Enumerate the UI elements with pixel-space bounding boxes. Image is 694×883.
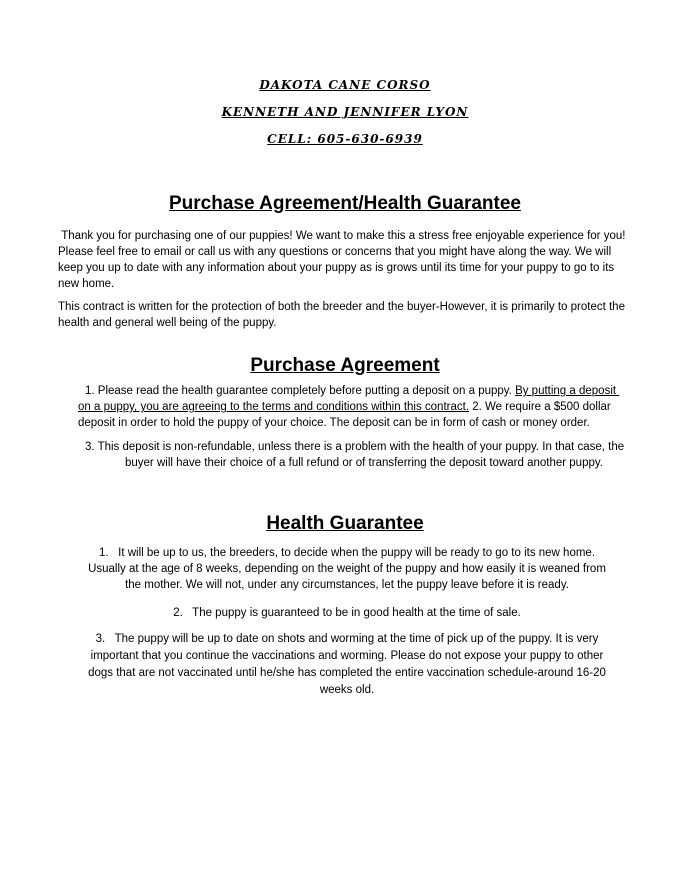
- intro-paragraph-2: This contract is written for the protection of both the breeder and the buyer-However, it is primarily to protect the health and general well being of the puppy.: [58, 301, 629, 329]
- pa-items-1-2-before: 1. Please read the health guarantee completely before putting a deposit on a puppy.: [85, 385, 516, 397]
- health-guarantee-item-2: 2. The puppy is guaranteed to be in good health at the time of sale.: [173, 607, 521, 619]
- health-guarantee-heading: [58, 512, 632, 535]
- purchase-agreement-heading-text: Purchase Agreement: [250, 355, 440, 376]
- document-title: [58, 192, 632, 215]
- letterhead: [58, 78, 632, 146]
- letterhead-owner-names-text: KENNETH AND JENNIFER LYON: [221, 105, 469, 119]
- letterhead-kennel-name: [58, 78, 632, 92]
- health-guarantee-item-3: 3. The puppy will be up to date on shots and worming at the time of pick up of the puppy. It is very important that you continue the vaccinations and worming. Please do not expose your puppy to other dogs that are not vaccinated until he/she has completed the entire vaccination schedule-around 16-20 weeks old.: [88, 633, 610, 696]
- letterhead-owner-names: [58, 105, 632, 119]
- letterhead-phone: [58, 132, 632, 146]
- letterhead-kennel-name-text: DAKOTA CANE CORSO: [259, 78, 431, 92]
- purchase-agreement-item-3: 3. This deposit is non-refundable, unless there is a problem with the health of your puppy. In that case, the buyer will have their choice of a full refund or of transferring the deposit toward another puppy.: [85, 441, 628, 469]
- document-title-text: Purchase Agreement/Health Guarantee: [169, 193, 521, 214]
- pa-items-1-2-after: 2. We require a $500 dollar deposit in order to hold the puppy of your choice. The deposit can be in form of cash or money order.: [78, 401, 614, 429]
- purchase-agreement-heading: [58, 354, 632, 377]
- purchase-agreement-items-1-2: [78, 383, 632, 431]
- health-guarantee-item-1: 1. It will be up to us, the breeders, to decide when the puppy will be ready to go to its new home. Usually at the age of 8 weeks, depending on the weight of the puppy and how easily it is weaned from the mother. We will not, under any circumstances, let the puppy leave before it is ready.: [88, 547, 610, 591]
- health-guarantee-heading-text: Health Guarantee: [266, 513, 424, 534]
- letterhead-phone-text: CELL: 605-630-6939: [267, 132, 423, 146]
- intro-paragraph-1: Thank you for purchasing one of our puppies! We want to make this a stress free enjoyable experience for you! Please feel free to email or call us with any questions or concerns that you might have along the way. We will keep you up to date with any information about your puppy as is grows until its time for your puppy to go to its new home.: [58, 230, 629, 290]
- pa-items-1-2-underlined-clause: By putting a deposit on a puppy, you are agreeing to the terms and conditions within this contract.: [78, 385, 620, 413]
